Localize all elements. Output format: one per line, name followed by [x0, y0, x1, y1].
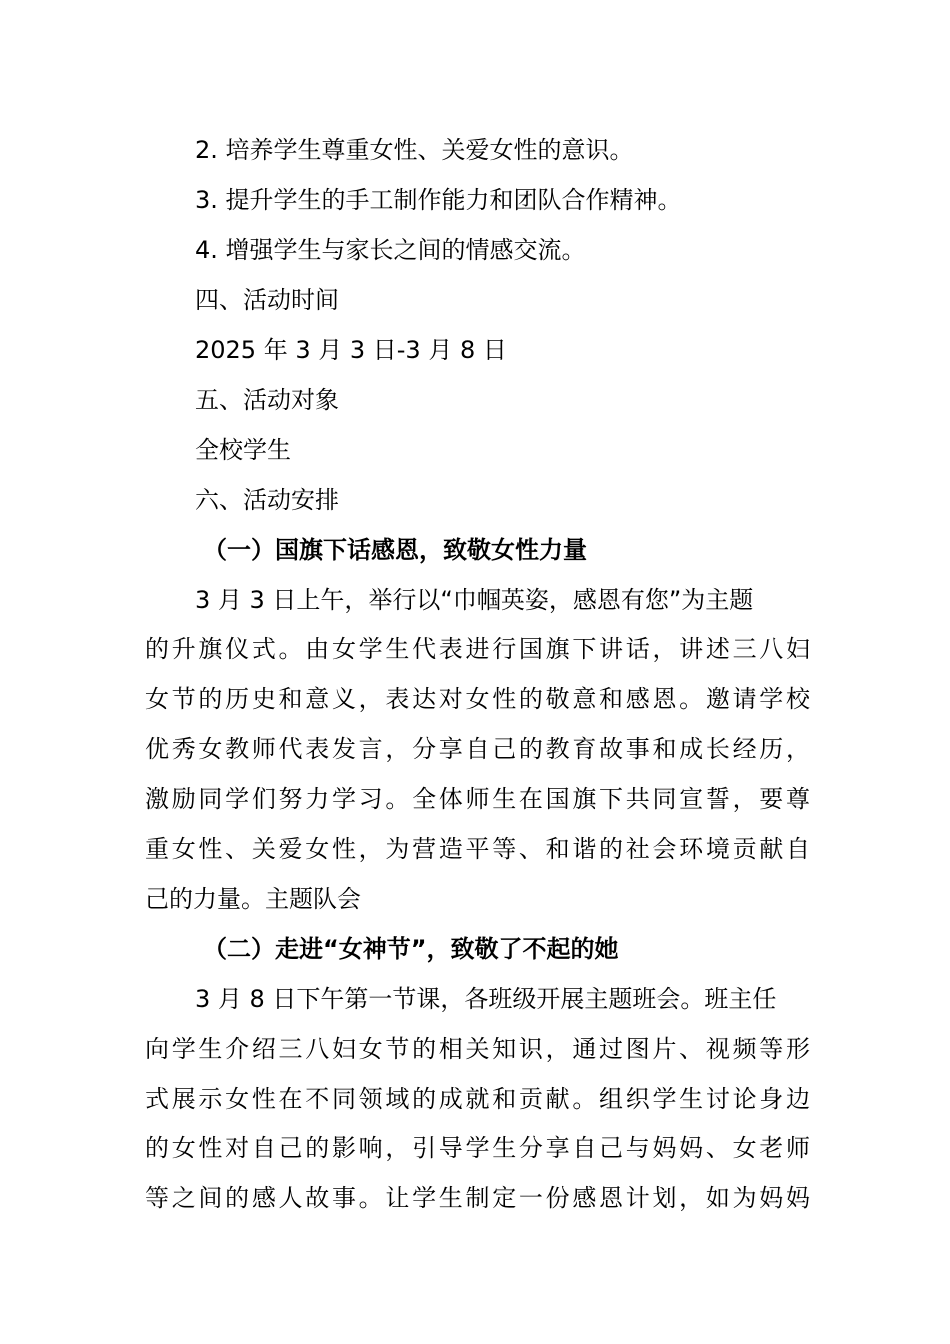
section-title-target: 五、活动对象 [195, 386, 339, 414]
part2-line: 式展示女性在不同领域的成就和贡献。组织学生讨论身边 [145, 1085, 810, 1113]
goal-item-3: 3. 提升学生的手工制作能力和团队合作精神。 [195, 186, 682, 214]
section-title-time: 四、活动时间 [195, 286, 339, 314]
part1-heading: （一）国旗下话感恩，致敬女性力量 [203, 536, 587, 564]
section-title-arrangement: 六、活动安排 [195, 486, 339, 514]
part2-line: 3 月 8 日下午第一节课，各班级开展主题班会。班主任 [195, 985, 777, 1013]
part2-line: 的女性对自己的影响，引导学生分享自己与妈妈、女老师 [145, 1134, 810, 1162]
part1-line: 己的力量。主题队会 [145, 885, 361, 913]
part1-line: 3 月 3 日上午，举行以“巾帼英姿，感恩有您”为主题 [195, 586, 754, 614]
part2-heading: （二）走进“女神节”，致敬了不起的她 [203, 935, 619, 963]
goal-item-4: 4. 增强学生与家长之间的情感交流。 [195, 236, 586, 264]
part2-line: 等之间的感人故事。让学生制定一份感恩计划，如为妈妈 [145, 1184, 810, 1212]
activity-target: 全校学生 [195, 436, 291, 464]
part1-line: 女节的历史和意义，表达对女性的敬意和感恩。邀请学校 [145, 685, 810, 713]
part2-line: 向学生介绍三八妇女节的相关知识，通过图片、视频等形 [145, 1035, 810, 1063]
part1-line: 重女性、关爱女性，为营造平等、和谐的社会环境贡献自 [145, 835, 810, 863]
part1-line: 的升旗仪式。由女学生代表进行国旗下讲话，讲述三八妇 [145, 635, 810, 663]
part1-line: 优秀女教师代表发言，分享自己的教育故事和成长经历， [145, 735, 810, 763]
goal-item-2: 2. 培养学生尊重女性、关爱女性的意识。 [195, 136, 634, 164]
activity-time: 2025 年 3 月 3 日-3 月 8 日 [195, 336, 507, 364]
part1-line: 激励同学们努力学习。全体师生在国旗下共同宣誓，要尊 [145, 785, 810, 813]
